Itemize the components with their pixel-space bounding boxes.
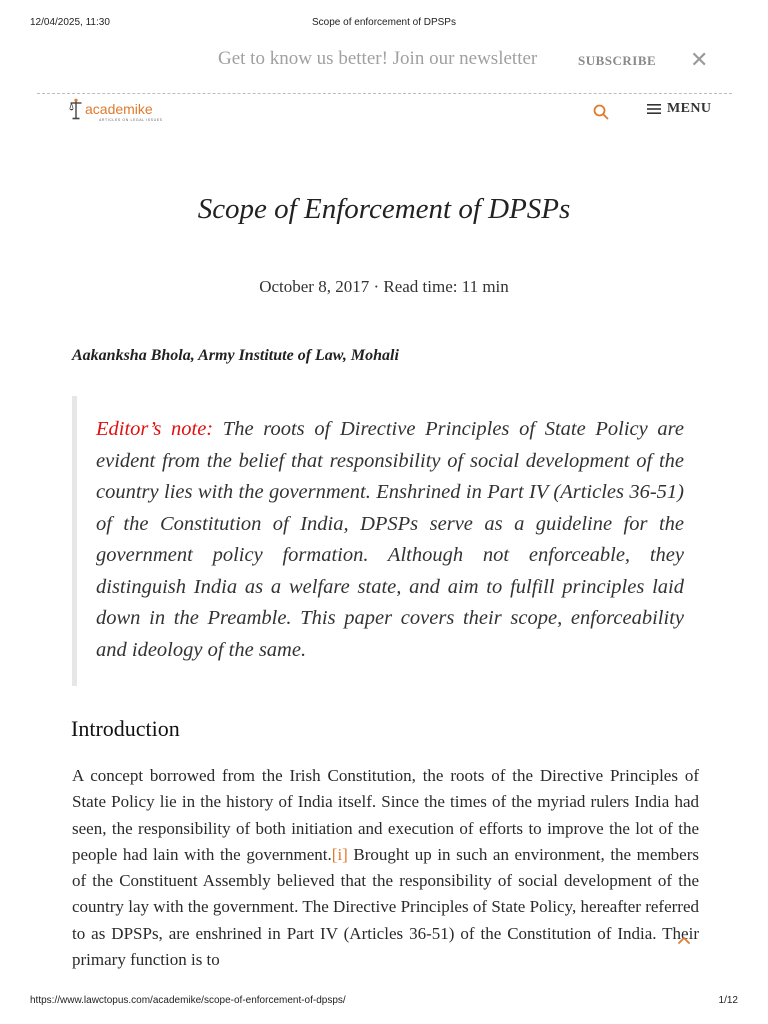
chevron-up-icon[interactable]: [677, 935, 691, 945]
footnote-link[interactable]: [i]: [331, 844, 348, 864]
search-icon[interactable]: [592, 103, 610, 121]
article-author: Aakanksha Bhola, Army Institute of Law, Mohali: [72, 347, 399, 364]
article-meta: October 8, 2017 · Read time: 11 min: [259, 277, 509, 296]
site-nav: [0, 96, 768, 128]
print-footer: [30, 995, 738, 1009]
menu-label: MENU: [667, 101, 712, 116]
site-logo[interactable]: [69, 98, 163, 124]
editors-note-paragraph: [96, 414, 684, 666]
print-header: [30, 17, 738, 31]
editors-note-text: The roots of Directive Principles of State Policy are evident from the belief that responsibility of social development of the country lies with the government. Enshrined in Part IV (Articles 36-51) of the Constitution of India, DPSPs serve as a guideline for the government policy formation. Although not enforceable, they distinguish India as a welfare state, and aim to fulfill principles laid down in the Preamble. This paper covers their scope, enforceability and ideology of the same.: [96, 418, 684, 661]
hamburger-menu-icon: [647, 103, 661, 115]
newsletter-bar: [0, 48, 768, 76]
header-divider: [37, 93, 732, 94]
subscribe-button[interactable]: SUBSCRIBE: [578, 53, 657, 68]
menu-button[interactable]: [647, 101, 711, 117]
print-datetime: 12/04/2025, 11:30: [30, 17, 110, 28]
intro-text-part2: Brought up in such an environment, the members of the Constituent Assembly believed that the responsibility of social development of the country lay with the government. The Directive Principles of State Policy, hereafter referred to as DPSPs, are enshrined in Part IV (Articles 36-51) of the Constitution of India. Their primary function is to: [72, 844, 699, 970]
newsletter-text: Get to know us better! Join our newsletter: [218, 48, 538, 69]
article-title: Scope of Enforcement of DPSPs: [197, 193, 571, 225]
print-url: https://www.lawctopus.com/academike/scope-of-enforcement-of-dpsps/: [30, 995, 346, 1006]
logo-tagline: ARTICLES ON LEGAL ISSUES: [99, 118, 163, 122]
editors-note-label: Editor’s note:: [96, 418, 214, 440]
logo-text: academike: [85, 101, 153, 117]
intro-paragraph: [72, 763, 699, 973]
close-icon[interactable]: ✕: [690, 48, 709, 73]
print-page-title: Scope of enforcement of DPSPs: [312, 17, 456, 28]
editors-note: [72, 396, 684, 686]
print-page-number: 1/12: [718, 995, 738, 1006]
intro-text-part1: A concept borrowed from the Irish Constitution, the roots of the Directive Principles of State Policy lie in the history of India itself. Since the times of the myriad rulers India had seen, the responsibility of both initiation and execution of efforts to improve the lot of the people had lain with the government.: [72, 766, 699, 864]
logo-wordmark: [85, 98, 163, 123]
scales-logo-icon: [69, 98, 83, 120]
section-heading-introduction: Introduction: [71, 716, 180, 741]
